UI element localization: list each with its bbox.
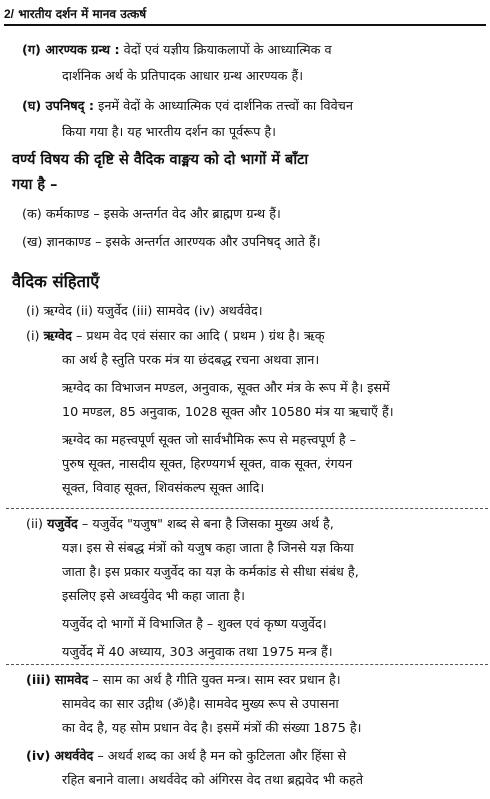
item-gha-label: (घ) उपनिषद् : [22,99,95,114]
rigveda-line1: – प्रथम वेद एवं संसार का आदि ( प्रथम ) ग्रंथ है। ऋक् [75,329,325,344]
rigveda-label: ऋग्वेद [43,329,72,344]
yajurveda-line6: यजुर्वेद में 40 अध्याय, 303 अनुवाक तथा 1975 मन्त्र हैं। [62,645,333,660]
yajurveda-block [0,514,490,664]
item-ga [0,40,490,88]
yajurveda-line1: – यजुर्वेद "यजुष" शब्द से बना है जिसका मुख्य अर्थ है, [81,517,334,532]
yajurveda-line3: जाता है। इस प्रकार यजुर्वेद का यज्ञ के कर्मकांड से सीधा संबंध है, [62,565,359,580]
yajurveda-label: यजुर्वेद [47,517,78,532]
divider [6,508,488,509]
yajurveda-line4: इसलिए इसे अध्वर्युवेद भी कहा जाता है। [62,589,246,604]
yajurveda-num: (ii) [26,517,44,532]
samaveda-num: (iii) [26,673,51,688]
rigveda-num: (i) [26,329,40,344]
atharvaveda-num: (iv) [26,749,51,764]
yajurveda-line5: यजुर्वेद दो भागों में विभाजित है – शुक्ल एवं कृष्ण यजुर्वेद। [62,617,327,632]
atharvaveda-line2: रहित बनाने वाला। अथर्ववेद को अंगिरस वेद तथा ब्रह्मवेद भी कहते [62,773,363,788]
rigveda-line5: ऋग्वेद का महत्त्वपूर्ण सूक्त जो सार्वभौमिक रूप से महत्त्वपूर्ण है – [62,433,357,448]
atharvaveda-block [0,746,490,792]
item-gha-line1: इनमें वेदों के आध्यात्मिक एवं दार्शनिक तत्त्वों का विवेचन [98,99,353,114]
samaveda-label: सामवेद [54,673,89,688]
item-gha-line2: किया गया है। यह भारतीय दर्शन का पूर्वरूप है। [62,125,276,140]
samaveda-line3: का वेद है, यह सोम प्रधान वेद है। इसमें मंत्रों की संख्या 1875 है। [62,721,362,736]
atharvaveda-label: अथर्ववेद [54,749,94,764]
item-ga-line1: वेदों एवं यज्ञीय क्रियाकलापों के आध्यात्मिक व [123,43,332,58]
samaveda-line2: सामवेद का सार उद्गीथ (ॐ)है। सामवेद मुख्य रूप से उपासना [62,697,339,712]
division-heading-line2: गया है – [12,177,58,193]
rigveda-block [0,326,490,500]
rigveda-line2: का अर्थ है स्तुति परक मंत्र या छंदबद्ध रचना अथवा ज्ञान। [62,353,320,368]
division-heading-line1: वर्ण्य विषय की दृष्टि से वैदिक वाङ्मय को दो भागों में बाँटा [12,152,309,168]
rigveda-line3: ऋग्वेद का विभाजन मण्डल, अनुवाक, सूक्त और मंत्र के रूप में है। इसमें [62,381,390,396]
atharvaveda-line1: – अथर्व शब्द का अर्थ है मन को कुटिलता और हिंसा से [97,749,347,764]
rigveda-line7: सूक्त, विवाह सूक्त, शिवसंकल्प सूक्त आदि। [62,481,265,496]
running-header [4,4,486,26]
samhita-list: (i) ऋग्वेद (ii) यजुर्वेद (iii) सामवेद (iv) अथर्ववेद। [26,304,263,319]
division-section [0,148,490,254]
rigveda-line6: पुरुष सूक्त, नासदीय सूक्त, हिरण्यगर्भ सूक्त, वाक सूक्त, रंगयन [62,457,353,472]
yajurveda-line2: यज्ञ। इस से संबद्ध मंत्रों को यजुष कहा जाता है जिनसे यज्ञ किया [62,541,354,556]
rigveda-line4: 10 मण्डल, 85 अनुवाक, 1028 सूक्त और 10580 मंत्र या ऋचाएँ हैं। [62,405,394,420]
item-ga-label: (ग) आरण्यक ग्रन्थ : [22,43,120,58]
division-item-ka: (क) कर्मकाण्ड – इसके अन्तर्गत वेद और ब्राह्मण ग्रन्थ हैं। [22,207,281,222]
item-ga-line2: दार्शनिक अर्थ के प्रतिपादक आधार ग्रन्थ आरण्यक हैं। [62,69,304,84]
samaveda-block [0,670,490,740]
item-gha [0,96,490,144]
running-title: भारतीय दर्शन में मानव उत्कर्ष [18,7,147,21]
division-item-kha: (ख) ज्ञानकाण्ड – इसके अन्तर्गत आरण्यक और उपनिषद् आते हैं। [22,235,321,250]
samhita-section [0,268,490,323]
samaveda-line1: – साम का अर्थ है गीति युक्त मन्त्र। साम स्वर प्रधान है। [92,673,341,688]
page-number: 2/ [4,7,15,21]
samhita-title: वैदिक संहिताएँ [12,272,100,291]
divider [6,664,488,665]
